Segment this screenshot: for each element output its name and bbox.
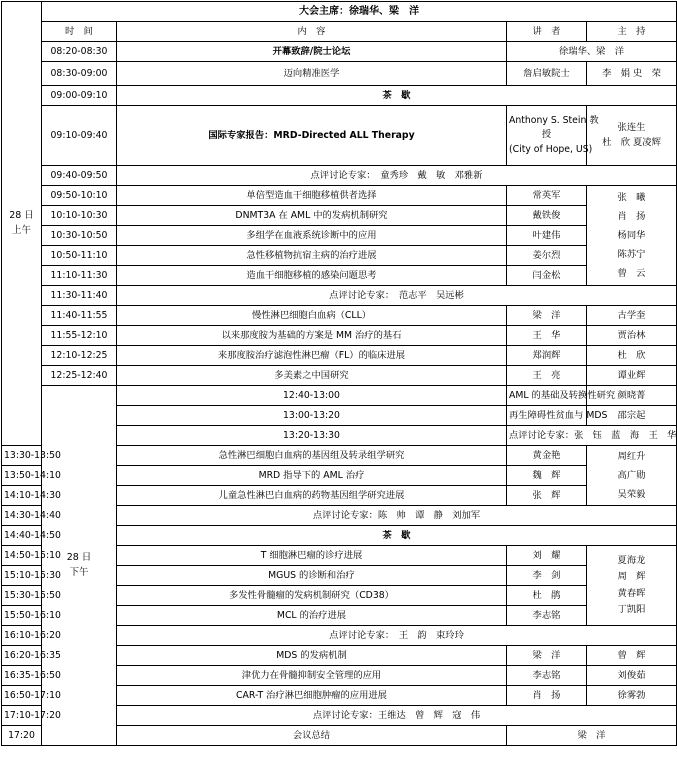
time-cell: 14:10-14:30: [2, 486, 42, 506]
discussion-cell: 点评讨论专家：张 钰 蓝 海 王 华: [507, 426, 677, 446]
content-cell: AML 的基础及转换性研究: [507, 386, 587, 406]
table-row: [2, 246, 677, 266]
table-row: [2, 346, 677, 366]
time-cell: 08:30-09:00: [42, 62, 117, 86]
header-time: 时 间: [42, 22, 117, 42]
content-cell: 慢性淋巴细胞白血病（CLL）: [117, 306, 507, 326]
time-cell: 10:50-11:10: [42, 246, 117, 266]
content-cell: 再生障碍性贫血与 MDS: [507, 406, 587, 426]
time-cell: 15:30-15:50: [2, 586, 42, 606]
speaker-cell: 戴铁俊: [507, 206, 587, 226]
content-cell: 多发性骨髓瘤的发病机制研究（CD38）: [117, 586, 507, 606]
content-cell: 急性移植物抗宿主病的治疗进展: [117, 246, 507, 266]
speaker-cell: 梁 洋: [507, 306, 587, 326]
time-cell: 14:30-14:40: [2, 506, 42, 526]
table-row: [2, 186, 677, 206]
host-cell: 李 娟 史 荣: [587, 62, 677, 86]
speaker-host-cell: 徐瑞华、梁 洋: [507, 42, 677, 62]
speaker-cell: 姜尔烈: [507, 246, 587, 266]
discussion-cell: 点评讨论专家： 童秀珍 戴 敏 邓雅新: [117, 166, 677, 186]
content-cell: MRD 指导下的 AML 治疗: [117, 466, 507, 486]
time-cell: 13:00-13:20: [117, 406, 507, 426]
content-cell: 多组学在血液系统诊断中的应用: [117, 226, 507, 246]
table-row: [2, 106, 677, 166]
host-cell: 古学奎: [587, 306, 677, 326]
content-cell: MGUS 的诊断和治疗: [117, 566, 507, 586]
speaker-cell: Anthony S. Stein 教 授 (City of Hope, US): [507, 106, 587, 166]
speaker-cell: 郑润辉: [507, 346, 587, 366]
time-cell: 09:00-09:10: [42, 86, 117, 106]
content-cell: 以来那度胺为基础的方案是 MM 治疗的基石: [117, 326, 507, 346]
table-row: [2, 306, 677, 326]
speaker-cell: 梁 洋: [507, 646, 587, 666]
table-row: [2, 266, 677, 286]
table-row: [2, 166, 677, 186]
table-row: [2, 86, 677, 106]
time-cell: 16:10-16:20: [2, 626, 42, 646]
table-row: [2, 42, 677, 62]
speaker-cell: 王 华: [507, 326, 587, 346]
content-cell: DNMT3A 在 AML 中的发病机制研究: [117, 206, 507, 226]
host-cell: 刘俊茹: [587, 666, 677, 686]
content-cell: 开幕致辞/院士论坛: [117, 42, 507, 62]
speaker-cell: 王 亮: [507, 366, 587, 386]
content-cell: 迈向精准医学: [117, 62, 507, 86]
discussion-cell: 点评讨论专家：王维达 曾 辉 寇 伟: [117, 706, 677, 726]
time-cell: 14:50-15:10: [2, 546, 42, 566]
speaker-cell: 肖 扬: [507, 686, 587, 706]
time-cell: 08:20-08:30: [42, 42, 117, 62]
host-group-cell: 张 曦 肖 扬 杨同华 陈苏宁 曾 云: [587, 186, 677, 286]
table-row: [2, 286, 677, 306]
host-cell: 徐雾勃: [587, 686, 677, 706]
speaker-host-cell: 梁 洋: [507, 726, 677, 746]
time-cell: 09:10-09:40: [42, 106, 117, 166]
content-cell: 儿童急性淋巴白血病的药物基因组学研究进展: [117, 486, 507, 506]
host-group-cell: 夏海龙 周 辉 黄春晖 丁凯阳: [587, 546, 677, 626]
header-host: 主 持: [587, 22, 677, 42]
table-row: [2, 326, 677, 346]
time-cell: 11:10-11:30: [42, 266, 117, 286]
content-cell: 多美素之中国研究: [117, 366, 507, 386]
header-content: 内 容: [117, 22, 507, 42]
discussion-cell: 点评讨论专家： 范志平 吴远彬: [117, 286, 677, 306]
content-cell: T 细胞淋巴瘤的诊疗进展: [117, 546, 507, 566]
content-cell: MCL 的治疗进展: [117, 606, 507, 626]
speaker-cell: 叶建伟: [507, 226, 587, 246]
speaker-cell: 闫金松: [507, 266, 587, 286]
schedule-table: [1, 1, 677, 746]
speaker-cell: 詹启敏院士: [507, 62, 587, 86]
content-cell: 造血干细胞移植的感染问题思考: [117, 266, 507, 286]
break-cell: 茶 歇: [117, 86, 677, 106]
speaker-cell: 张 辉: [507, 486, 587, 506]
content-cell: CAR-T 治疗淋巴细胞肿瘤的应用进展: [117, 686, 507, 706]
time-cell: 13:30-13:50: [2, 446, 42, 466]
time-cell: 11:55-12:10: [42, 326, 117, 346]
time-cell: 12:40-13:00: [117, 386, 507, 406]
time-cell: 10:30-10:50: [42, 226, 117, 246]
content-cell: 津优力在骨髓抑制安全管理的应用: [117, 666, 507, 686]
time-cell: 17:10-17:20: [2, 706, 42, 726]
speaker-cell: 李志铭: [507, 606, 587, 626]
time-cell: 09:50-10:10: [42, 186, 117, 206]
time-cell: 13:20-13:30: [117, 426, 507, 446]
time-cell: 17:20: [2, 726, 42, 746]
chairs-title: 大会主席：徐瑞华、梁 洋: [42, 2, 677, 22]
morning-day-cell: 28 日 上午: [2, 2, 42, 446]
table-row: [2, 206, 677, 226]
time-cell: 11:40-11:55: [42, 306, 117, 326]
time-cell: 12:25-12:40: [42, 366, 117, 386]
time-cell: 15:50-16:10: [2, 606, 42, 626]
speaker-cell: 刘 耀: [507, 546, 587, 566]
break-cell: 茶 歇: [117, 526, 677, 546]
speaker-cell: 颜晓菁: [587, 386, 677, 406]
content-cell: 国际专家报告：MRD-Directed ALL Therapy: [117, 106, 507, 166]
time-cell: 12:10-12:25: [42, 346, 117, 366]
speaker-cell: 魏 辉: [507, 466, 587, 486]
host-cell: 曾 辉: [587, 646, 677, 666]
discussion-cell: 点评讨论专家： 王 韵 束玲玲: [117, 626, 677, 646]
speaker-cell: 黄金艳: [507, 446, 587, 466]
content-cell: 会议总结: [117, 726, 507, 746]
host-group-cell: 周红升 高广勋 吴荣毅: [587, 446, 677, 506]
speaker-cell: 杜 鹃: [507, 586, 587, 606]
content-cell: 来那度胺治疗滤泡性淋巴瘤（FL）的临床进展: [117, 346, 507, 366]
time-cell: 11:30-11:40: [42, 286, 117, 306]
host-cell: 谭业辉: [587, 366, 677, 386]
header-speaker: 讲 者: [507, 22, 587, 42]
time-cell: 13:50-14:10: [2, 466, 42, 486]
content-cell: 急性淋巴细胞白血病的基因组及转录组学研究: [117, 446, 507, 466]
table-row: [2, 366, 677, 386]
content-cell: MDS 的发病机制: [117, 646, 507, 666]
time-cell: 16:50-17:10: [2, 686, 42, 706]
time-cell: 10:10-10:30: [42, 206, 117, 226]
host-cell: 杜 欣: [587, 346, 677, 366]
content-cell: 单倍型造血干细胞移植供者选择: [117, 186, 507, 206]
table-row: [2, 386, 677, 406]
time-cell: 14:40-14:50: [2, 526, 42, 546]
speaker-cell: 常英军: [507, 186, 587, 206]
table-row: [2, 62, 677, 86]
table-row: [2, 226, 677, 246]
time-cell: 15:10-15:30: [2, 566, 42, 586]
speaker-cell: 邵宗起: [587, 406, 677, 426]
time-cell: 16:35-16:50: [2, 666, 42, 686]
speaker-cell: 李志铭: [507, 666, 587, 686]
time-cell: 16:20-16:35: [2, 646, 42, 666]
host-cell: 张连生 杜 欣 夏凌辉: [587, 106, 677, 166]
discussion-cell: 点评讨论专家：陈 帅 谭 静 刘加军: [117, 506, 677, 526]
time-cell: 09:40-09:50: [42, 166, 117, 186]
speaker-cell: 李 剑: [507, 566, 587, 586]
header-row: [2, 22, 677, 42]
afternoon-day-cell: 28 日 下午: [42, 386, 117, 746]
host-cell: 贾治林: [587, 326, 677, 346]
